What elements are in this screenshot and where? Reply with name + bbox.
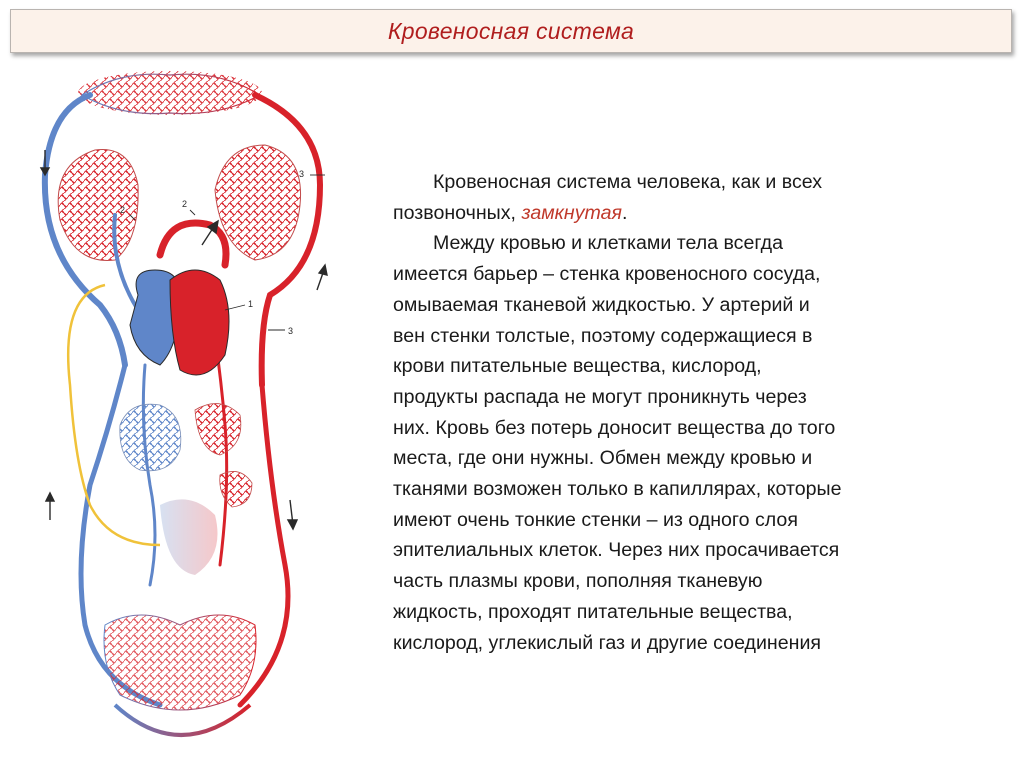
text-line: омываемая тканевой жидкостью. У артерий и [393,293,810,316]
label-2-left: 2 [120,205,126,215]
circulatory-system-diagram [20,65,360,765]
text-line: тканями возможен только в капиллярах, которые [393,478,842,501]
text-line: жидкость, проходят питательные вещества, [393,600,793,623]
text-line: них. Кровь без потерь доносит вещества до того [393,416,836,439]
text-line: Между кровью и клетками тела всегда [433,232,783,255]
text-fragment: . [621,201,628,224]
text-line: места, где они нужны. Обмен между кровью и [393,447,813,470]
text-fragment: позвоночных, [393,201,522,224]
heart [130,270,229,375]
label-3-mid: 3 [288,326,294,336]
label-1: 1 [248,299,254,309]
text-line: имеется барьер – стенка кровеносного сосуда, [393,263,821,286]
text-line: кислород, углекислый газ и другие соединения [393,631,822,654]
title-bar [10,9,1012,53]
abdominal-capillaries [120,404,252,575]
text-line: часть плазмы крови, пополняя тканевую [393,570,763,593]
text-line: имеют очень тонкие стенки – из одного слоя [393,508,798,531]
text-line: эпителиальных клеток. Через них просачивается [393,539,840,562]
text-line [393,198,993,229]
label-2-right: 2 [182,199,188,209]
text-line: продукты распада не могут проникнуть через [393,385,807,408]
left-lung [58,149,138,260]
text-line: вен стенки толстые, поэтому содержащиеся в [393,324,813,347]
legs-capillaries [104,615,256,735]
text-line: крови питательные вещества, кислород, [393,355,762,378]
highlighted-word: замкнутая [521,201,622,224]
label-3-top: 3 [299,169,305,179]
text-line: Кровеносная система человека, как и всех [433,171,823,193]
body-text [393,167,993,658]
head-capillaries [78,71,262,115]
page-title: Кровеносная система [387,17,635,44]
